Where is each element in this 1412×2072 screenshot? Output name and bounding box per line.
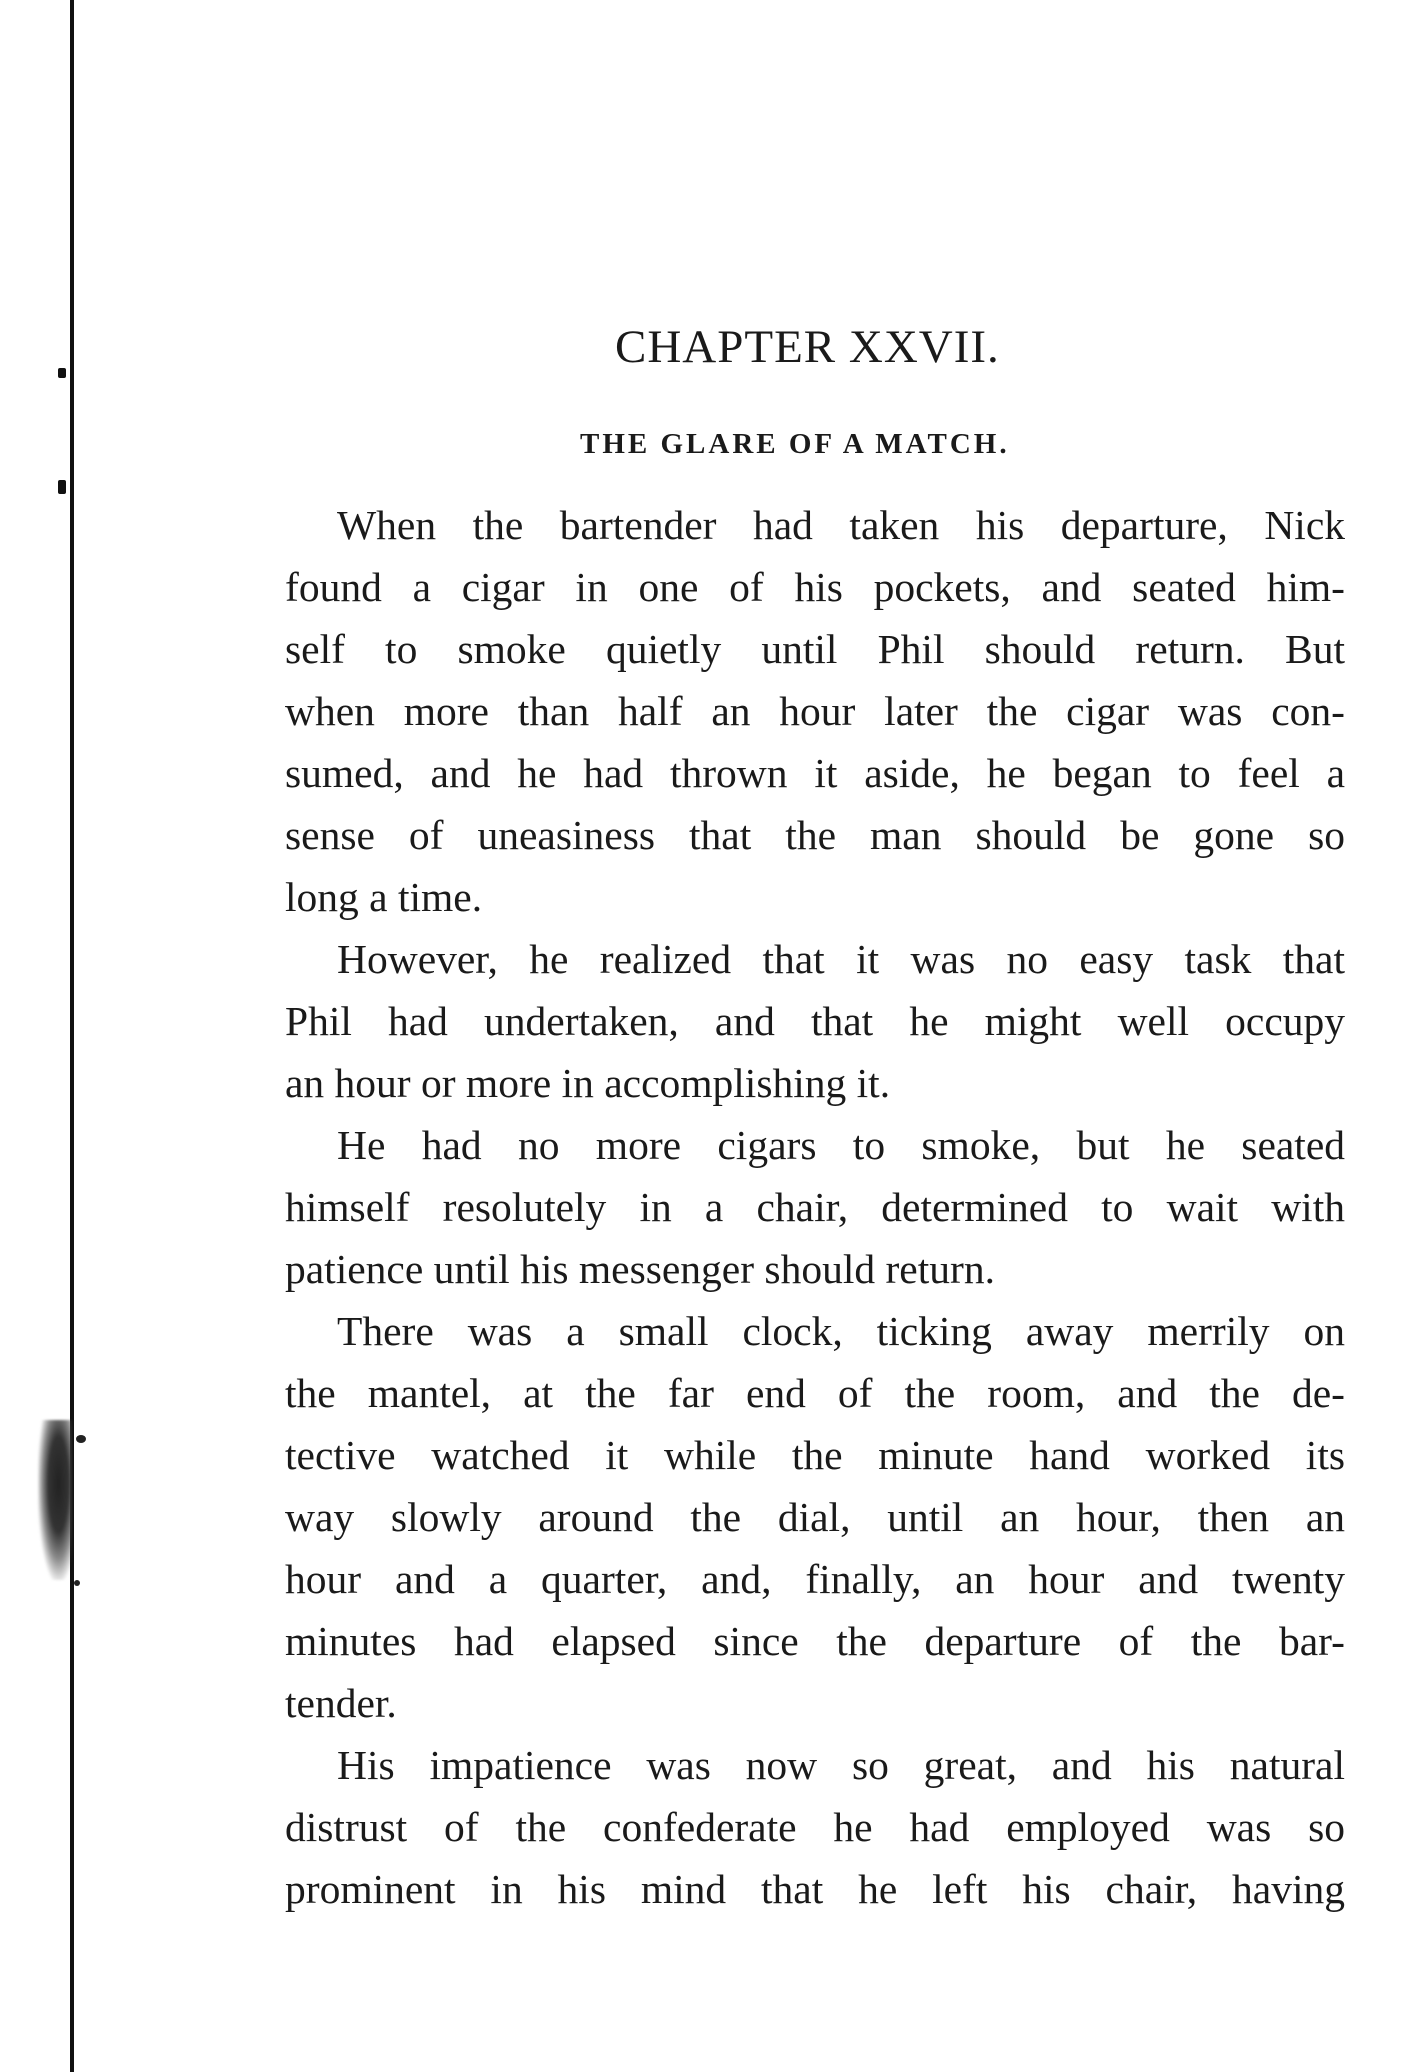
text-line: prominent in his mind that he left his chair, having [285,1866,1345,1912]
text-line: long a time. [285,874,483,920]
ink-speck [76,1435,86,1443]
text-line: patience until his messenger should return. [285,1246,995,1292]
text-line: hour and a quarter, and, finally, an hour and twenty [285,1556,1345,1602]
text-line: However, he realized that it was no easy task that [337,936,1345,982]
text-line: tender. [285,1680,397,1726]
binding-edge [70,0,74,2072]
text-line: distrust of the confederate he had employed was so [285,1804,1345,1850]
text-line: There was a small clock, ticking away merrily on [337,1308,1345,1354]
text-line: sense of uneasiness that the man should be gone so [285,812,1345,858]
text-line: self to smoke quietly until Phil should return. But [285,626,1345,672]
text-line: sumed, and he had thrown it aside, he began to feel a [285,750,1345,796]
text-line: way slowly around the dial, until an hour, then an [285,1494,1345,1540]
binding-notch [58,368,66,378]
text-line: Phil had undertaken, and that he might well occupy [285,998,1345,1044]
chapter-title: CHAPTER XXVII. [615,321,1000,373]
ink-stain [38,1420,72,1580]
text-line: tective watched it while the minute hand worked its [285,1432,1345,1478]
ink-speck [74,1580,80,1586]
chapter-subtitle: THE GLARE OF A MATCH. [580,428,1010,460]
text-line: His impatience was now so great, and his natural [337,1742,1345,1788]
binding-notch [58,480,66,494]
text-line: when more than half an hour later the cigar was con- [285,688,1345,734]
text-line: himself resolutely in a chair, determined to wait with [285,1184,1345,1230]
text-line: He had no more cigars to smoke, but he seated [337,1122,1345,1168]
text-line: the mantel, at the far end of the room, and the de- [285,1370,1345,1416]
text-line: an hour or more in accomplishing it. [285,1060,891,1106]
text-line: minutes had elapsed since the departure of the bar- [285,1618,1345,1664]
text-line: When the bartender had taken his departure, Nick [337,502,1345,548]
text-line: found a cigar in one of his pockets, and seated him- [285,564,1345,610]
